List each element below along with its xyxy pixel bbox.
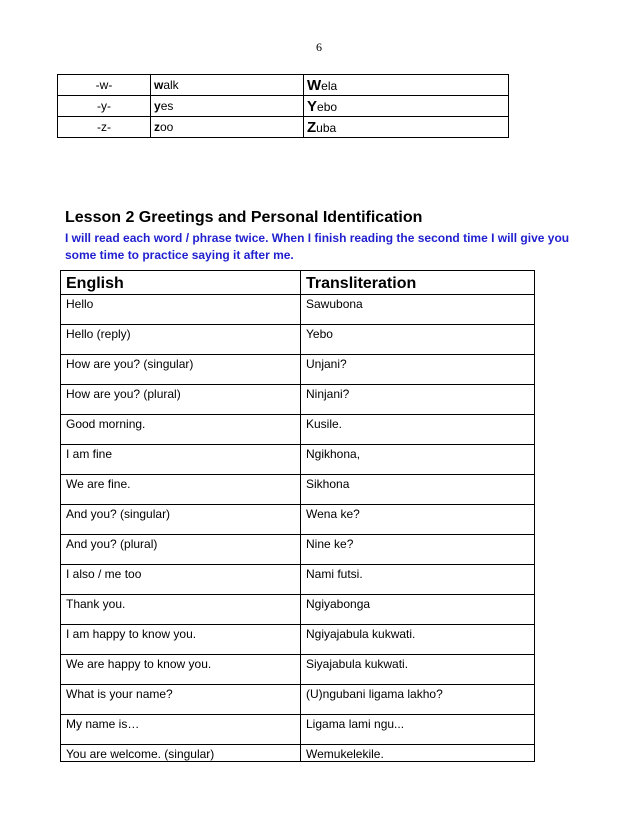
transliteration-cell: Ngikhona, [301,445,535,475]
transliteration-cell: Wena ke? [301,505,535,535]
english-cell: And you? (plural) [61,535,301,565]
vocabulary-row [61,385,535,415]
phonics-zulu-letter: W [307,76,322,94]
english-cell: Good morning. [61,415,301,445]
phonics-english-example [151,75,304,96]
english-cell: How are you? (singular) [61,355,301,385]
phonics-zulu-rest: ebo [317,99,338,114]
phonics-row [58,96,509,117]
english-cell: You are welcome. (singular) [61,745,301,762]
vocabulary-row [61,445,535,475]
transliteration-cell: Nami futsi. [301,565,535,595]
vocabulary-row [61,715,535,745]
english-cell: Hello (reply) [61,325,301,355]
english-cell: I am happy to know you. [61,625,301,655]
transliteration-cell: Sikhona [301,475,535,505]
transliteration-cell: Ngiyabonga [301,595,535,625]
transliteration-cell: Yebo [301,325,535,355]
english-cell: Thank you. [61,595,301,625]
phonics-english-letter: z [154,120,160,134]
lesson-title: Lesson 2 Greetings and Personal Identification [65,209,423,226]
phonics-english-rest: alk [163,78,179,92]
column-header-english: English [61,271,301,295]
vocabulary-row [61,535,535,565]
column-header-transliteration: Transliteration [301,271,535,295]
english-cell: My name is… [61,715,301,745]
vocabulary-header-row [61,271,535,295]
phonics-zulu-rest: uba [316,120,337,135]
vocabulary-row [61,295,535,325]
phonics-english-letter: w [154,78,164,92]
phonics-english-letter: y [154,99,161,113]
english-cell: What is your name? [61,685,301,715]
phonics-symbol: -z- [58,117,151,138]
transliteration-cell: Siyajabula kukwati. [301,655,535,685]
vocabulary-row [61,625,535,655]
phonics-zulu-letter: Z [307,118,317,136]
phonics-row [58,75,509,96]
vocabulary-row [61,685,535,715]
vocabulary-row [61,505,535,535]
english-cell: Hello [61,295,301,325]
english-cell: We are happy to know you. [61,655,301,685]
phonics-english-example [151,117,304,138]
english-cell: I also / me too [61,565,301,595]
transliteration-cell: Nine ke? [301,535,535,565]
english-cell: And you? (singular) [61,505,301,535]
transliteration-cell: Ngiyajabula kukwati. [301,625,535,655]
transliteration-cell: Ligama lami ngu... [301,715,535,745]
phonics-zulu-example [304,96,509,117]
vocabulary-row [61,595,535,625]
transliteration-cell: Kusile. [301,415,535,445]
phonics-zulu-rest: ela [321,78,338,93]
phonics-zulu-example [304,117,509,138]
vocabulary-row [61,325,535,355]
transliteration-cell: (U)ngubani ligama lakho? [301,685,535,715]
phonics-zulu-letter: Y [307,97,318,115]
transliteration-cell: Sawubona [301,295,535,325]
vocabulary-table [60,270,535,762]
phonics-symbol: -w- [58,75,151,96]
phonics-row [58,117,509,138]
phonics-english-rest: es [160,99,174,113]
english-cell: How are you? (plural) [61,385,301,415]
vocabulary-row [61,355,535,385]
transliteration-cell: Ninjani? [301,385,535,415]
phonics-symbol: -y- [58,96,151,117]
phonics-english-example [151,96,304,117]
transliteration-cell: Unjani? [301,355,535,385]
english-cell: We are fine. [61,475,301,505]
phonics-english-rest: oo [160,120,174,134]
transliteration-cell: Wemukelekile. [301,745,535,762]
lesson-instructions: I will read each word / phrase twice. When I finish reading the second time I will give you some time to practice saying it after me. [65,231,570,262]
vocabulary-row [61,415,535,445]
vocabulary-row [61,565,535,595]
english-cell: I am fine [61,445,301,475]
vocabulary-row [61,655,535,685]
phonics-table [57,74,509,138]
page-number: 6 [316,40,322,54]
vocabulary-row [61,745,535,762]
phonics-zulu-example [304,75,509,96]
vocabulary-row [61,475,535,505]
